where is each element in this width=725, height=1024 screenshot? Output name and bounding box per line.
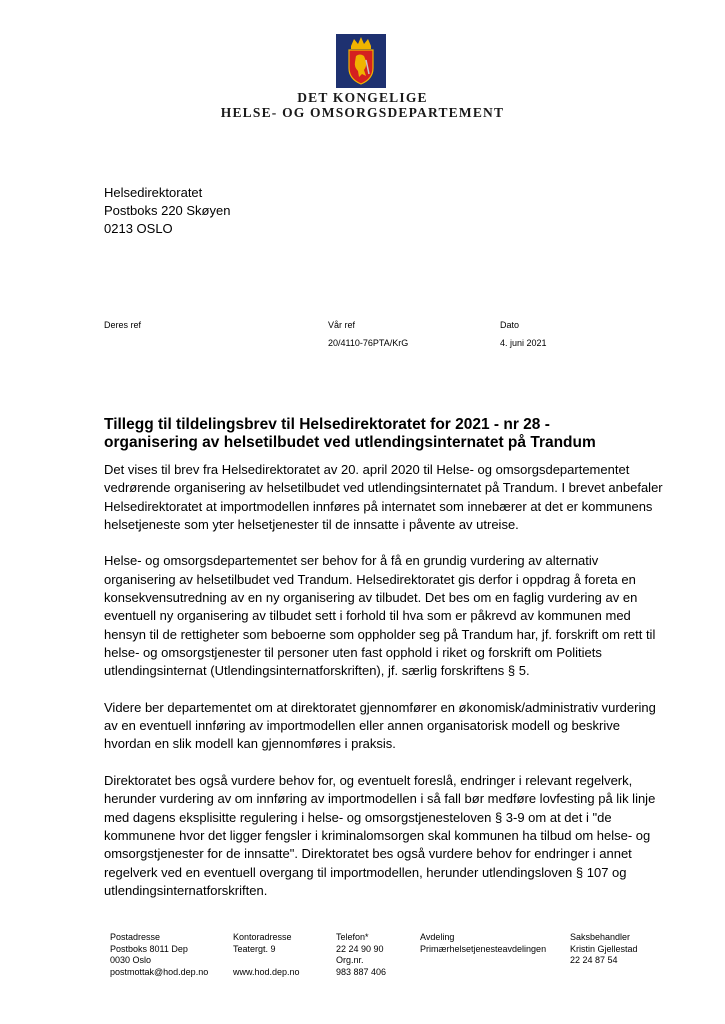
- footer-value: 983 887 406: [336, 966, 387, 977]
- footer-label: Postadresse: [110, 932, 161, 942]
- footer-value: Primærhelsetjenesteavdelingen: [420, 943, 547, 954]
- footer-label: Kontoradresse: [233, 932, 292, 942]
- ministry-line-2: HELSE- OG OMSORGSDEPARTEMENT: [220, 105, 505, 120]
- letter-body: [104, 461, 664, 918]
- footer-label: Saksbehandler: [570, 932, 631, 942]
- ministry-name: [180, 90, 545, 121]
- body-paragraph: Direktoratet bes også vurdere behov for, og eventuelt foreslå, endringer i relevant regelverk, herunder vurdering av om innføring av importmodellen i så fall bør medføre lovfesting på lik linje med dagens eksplisitte regulering i helse- og omsorgstjenesteloven § 3-9 om at det i "de kommunene hvor det ligger fengsler i kriminalomsorgen skal kommunen ha tilbud om helse- og omsorgstjenester for de innsatte". Direktoratet bes også vurdere behov for endringer i annet regelverk ved en eventuell overgang til importmodellen, herunder utlendingsloven § 107 og utlendingsinternatforskriften.: [104, 773, 656, 898]
- footer-label: Avdeling: [420, 932, 455, 942]
- footer-label: Telefon*: [336, 932, 369, 942]
- dato-label: Dato: [500, 320, 520, 330]
- footer-value: Org.nr.: [336, 955, 364, 965]
- recipient-postal: 0213 OSLO: [104, 221, 173, 236]
- body-paragraph: Videre ber departementet om at direktoratet gjennomfører en økonomisk/administrativ vurdering av en eventuell innføring av importmodellen eller annen organisatorisk modell og beskrive hvordan en slik modell kan gjennomføres i praksis.: [104, 699, 656, 752]
- footer-postadresse: [110, 932, 208, 978]
- footer-value: Postboks 8011 Dep: [110, 943, 188, 954]
- var-ref-value: 20/4110-76PTA/KrG: [328, 338, 409, 348]
- footer-web-link[interactable]: www.hod.dep.no: [233, 966, 300, 977]
- coat-of-arms-logo: [336, 34, 386, 88]
- body-paragraph: Det vises til brev fra Helsedirektoratet av 20. april 2020 til Helse- og omsorgsdepartementet vedrørende organisering av helsetilbudet ved utlendingsinternatet på Trandum. I brevet anbefaler Helsedirektoratet at importmodellen innføres på internatet som innebærer at det er kommunens helsetjeneste som yter helsetjenester til de innsatte i påvente av utreise.: [104, 462, 663, 532]
- dato-value: 4. juni 2021: [500, 338, 547, 348]
- title-line-1: Tillegg til tildelingsbrev til Helsedirektoratet for 2021 - nr 28 -: [104, 416, 550, 433]
- footer-saksbehandler: [570, 932, 638, 967]
- recipient-street: Postboks 220 Skøyen: [104, 203, 231, 218]
- footer-telefon: [336, 932, 386, 978]
- var-ref-label: Vår ref: [328, 320, 356, 330]
- footer-value: 22 24 90 90: [336, 943, 384, 954]
- footer-value: Kristin Gjellestad: [570, 943, 638, 954]
- ministry-line-1: DET KONGELIGE: [297, 90, 428, 105]
- body-paragraph: Helse- og omsorgsdepartementet ser behov for å få en grundig vurdering av alternativ organisering av helsetilbudet ved Trandum. Helsedirektoratet gis derfor i oppdrag å foreta en konsekvensutredning av en ny organisering av tilbudet. Det bes om en faglig vurdering av en eventuell ny organisering av tilbudet sett i forhold til hva som er påkrevd av kommunen med hensyn til de rettigheter som beboerne som oppholder seg på Trandum har, jf. forskrift om rett til helse- og omsorgstjenester til personer uten fast opphold i riket og forskrift om Politiets utlendingsinternat (Utlendingsinternatforskriften), jf. særlig forskriftens § 5.: [104, 553, 656, 679]
- footer-email-link[interactable]: postmottak@hod.dep.no: [110, 966, 209, 977]
- footer-value: 0030 Oslo: [110, 955, 152, 965]
- recipient-address: [104, 184, 230, 238]
- recipient-name: Helsedirektoratet: [104, 185, 203, 200]
- footer-kontoradresse: [233, 932, 300, 978]
- deres-ref-label: Deres ref: [104, 320, 142, 330]
- footer-value: [233, 955, 300, 967]
- footer-avdeling: [420, 932, 546, 955]
- footer-value: 22 24 87 54: [570, 955, 618, 965]
- footer-value: Teatergt. 9: [233, 943, 276, 954]
- title-line-2: organisering av helsetilbudet ved utlendingsinternatet på Trandum: [104, 434, 596, 451]
- letter-title: [104, 416, 664, 452]
